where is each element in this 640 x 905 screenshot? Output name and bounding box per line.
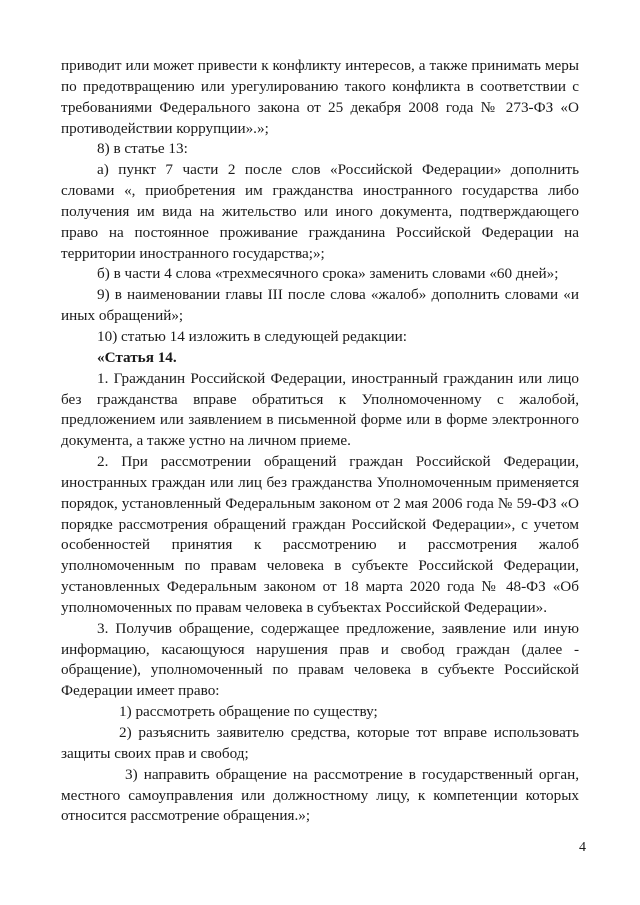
- text-line: информацию, касающуюся нарушения прав и свобод граждан (далее -: [61, 640, 579, 658]
- text-line: без гражданства вправе обратиться к Уполномоченному с жалобой,: [61, 390, 579, 408]
- text-line: 2. При рассмотрении обращений граждан Российской Федерации,: [97, 453, 579, 471]
- text-line: порядке рассмотрения обращений граждан Российской Федерации», с учетом: [61, 515, 579, 533]
- text-line: а) пункт 7 части 2 после слов «Российской Федерации» дополнить: [97, 161, 579, 179]
- text-line: противодействии коррупции».»;: [61, 119, 269, 137]
- text-line: 1. Гражданин Российской Федерации, иностранный гражданин или лицо: [97, 369, 579, 387]
- text-line: обращение), уполномоченный по правам человека в субъекте Российской: [61, 661, 579, 679]
- text-line: относится рассмотрение обращения.»;: [61, 807, 311, 825]
- text-line: 2) разъяснить заявителю средства, которые тот вправе использовать: [119, 724, 579, 741]
- text-line: местного самоуправления или должностному лицу, к компетенции которых: [61, 786, 579, 804]
- text-line: территории иностранного государства;»;: [61, 244, 325, 262]
- text-line: иностранных граждан или лиц без гражданства Уполномоченным применяется: [61, 473, 579, 491]
- text-line: требованиями Федерального закона от 25 декабря 2008 года № 273-ФЗ «О: [61, 98, 579, 116]
- text-line: порядок, установленный Федеральным законом от 2 мая 2006 года № 59-ФЗ «О: [61, 494, 579, 512]
- text-line: получения им вида на жительство или иного документа, подтверждающего: [61, 202, 579, 220]
- text-line: 3. Получив обращение, содержащее предложение, заявление или иную: [97, 619, 579, 637]
- text-line: 8) в статье 13:: [97, 140, 188, 158]
- text-line: б) в части 4 слова «трехмесячного срока» заменить словами «60 дней»;: [97, 265, 559, 283]
- text-line: уполномоченным по правам человека в субъекте Российской Федерации,: [61, 557, 579, 575]
- text-line: иных обращений»;: [61, 307, 184, 325]
- text-line: 10) статью 14 изложить в следующей редакции:: [97, 327, 407, 345]
- text-line: документа, а также устно на личном приеме.: [61, 432, 351, 450]
- text-line: право на постоянное проживание гражданина Российской Федерации на: [61, 223, 579, 241]
- document-body: [61, 56, 579, 827]
- text-line: предложением или заявлением в письменной форме или в форме электронного: [61, 411, 579, 429]
- text-line: словами «, приобретения им гражданства иностранного государства либо: [61, 182, 579, 200]
- text-line: защиты своих прав и свобод;: [61, 744, 249, 762]
- text-line: приводит или может привести к конфликту интересов, а также принимать меры: [61, 57, 579, 74]
- text-line: уполномоченных по правам человека в субъектах Российской Федерации».: [61, 598, 548, 616]
- text-line: особенностей принятия к рассмотрению и рассмотрения жалоб: [61, 536, 579, 554]
- text-line: Федерации имеет право:: [61, 682, 220, 700]
- text-line: 9) в наименовании главы III после слова «жалоб» дополнить словами «и: [97, 286, 579, 304]
- page-number: 4: [579, 840, 586, 855]
- text-line: установленных Федеральным законом от 18 марта 2020 года № 48-ФЗ «Об: [61, 578, 579, 596]
- text-line: 1) рассмотреть обращение по существу;: [119, 703, 378, 721]
- text-line: по предотвращению или урегулированию такого конфликта в соответствии с: [61, 77, 579, 95]
- text-line: 3) направить обращение на рассмотрение в государственный орган,: [125, 765, 579, 783]
- article-heading: «Статья 14.: [97, 348, 177, 366]
